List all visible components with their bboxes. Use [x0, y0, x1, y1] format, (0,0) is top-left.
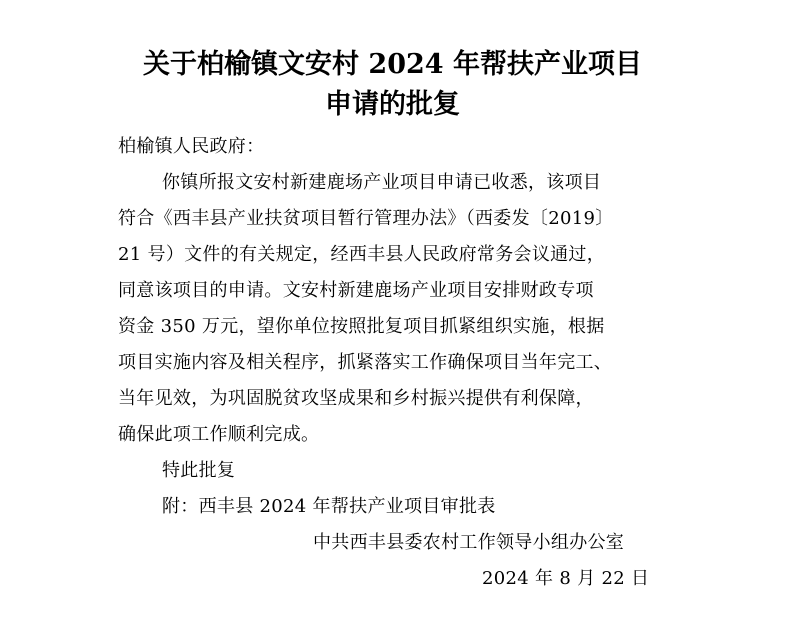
closing-text: 特此批复: [162, 460, 236, 481]
salutation: 柏榆镇人民政府：: [118, 136, 265, 157]
issuer-signature: 中共西丰县委农村工作领导小组办公室: [313, 532, 625, 553]
body-line-4: 同意该项目的申请。文安村新建鹿场产业项目安排财政专项: [118, 280, 594, 301]
attachment-note: 附：西丰县 2024 年帮扶产业项目审批表: [162, 496, 496, 517]
issue-date: 2024 年 8 月 22 日: [482, 568, 650, 589]
body-line-6: 项目实施内容及相关程序，抓紧落实工作确保项目当年完工、: [118, 352, 613, 373]
body-line-5: 资金 350 万元，望你单位按照批复项目抓紧组织实施，根据: [118, 316, 605, 337]
body-line-1: 你镇所报文安村新建鹿场产业项目申请已收悉，该项目: [162, 172, 602, 193]
document-title-line-2: 申请的批复: [325, 89, 460, 120]
body-line-7: 当年见效，为巩固脱贫攻坚成果和乡村振兴提供有利保障，: [118, 388, 594, 409]
document-title-line-1: 关于柏榆镇文安村 2024 年帮扶产业项目: [143, 49, 642, 80]
body-line-8: 确保此项工作顺利完成。: [118, 424, 320, 445]
body-line-3: 21 号）文件的有关规定，经西丰县人民政府常务会议通过，: [118, 244, 606, 265]
body-line-2: 符合《西丰县产业扶贫项目暂行管理办法》（西委发〔2019〕: [118, 208, 614, 229]
